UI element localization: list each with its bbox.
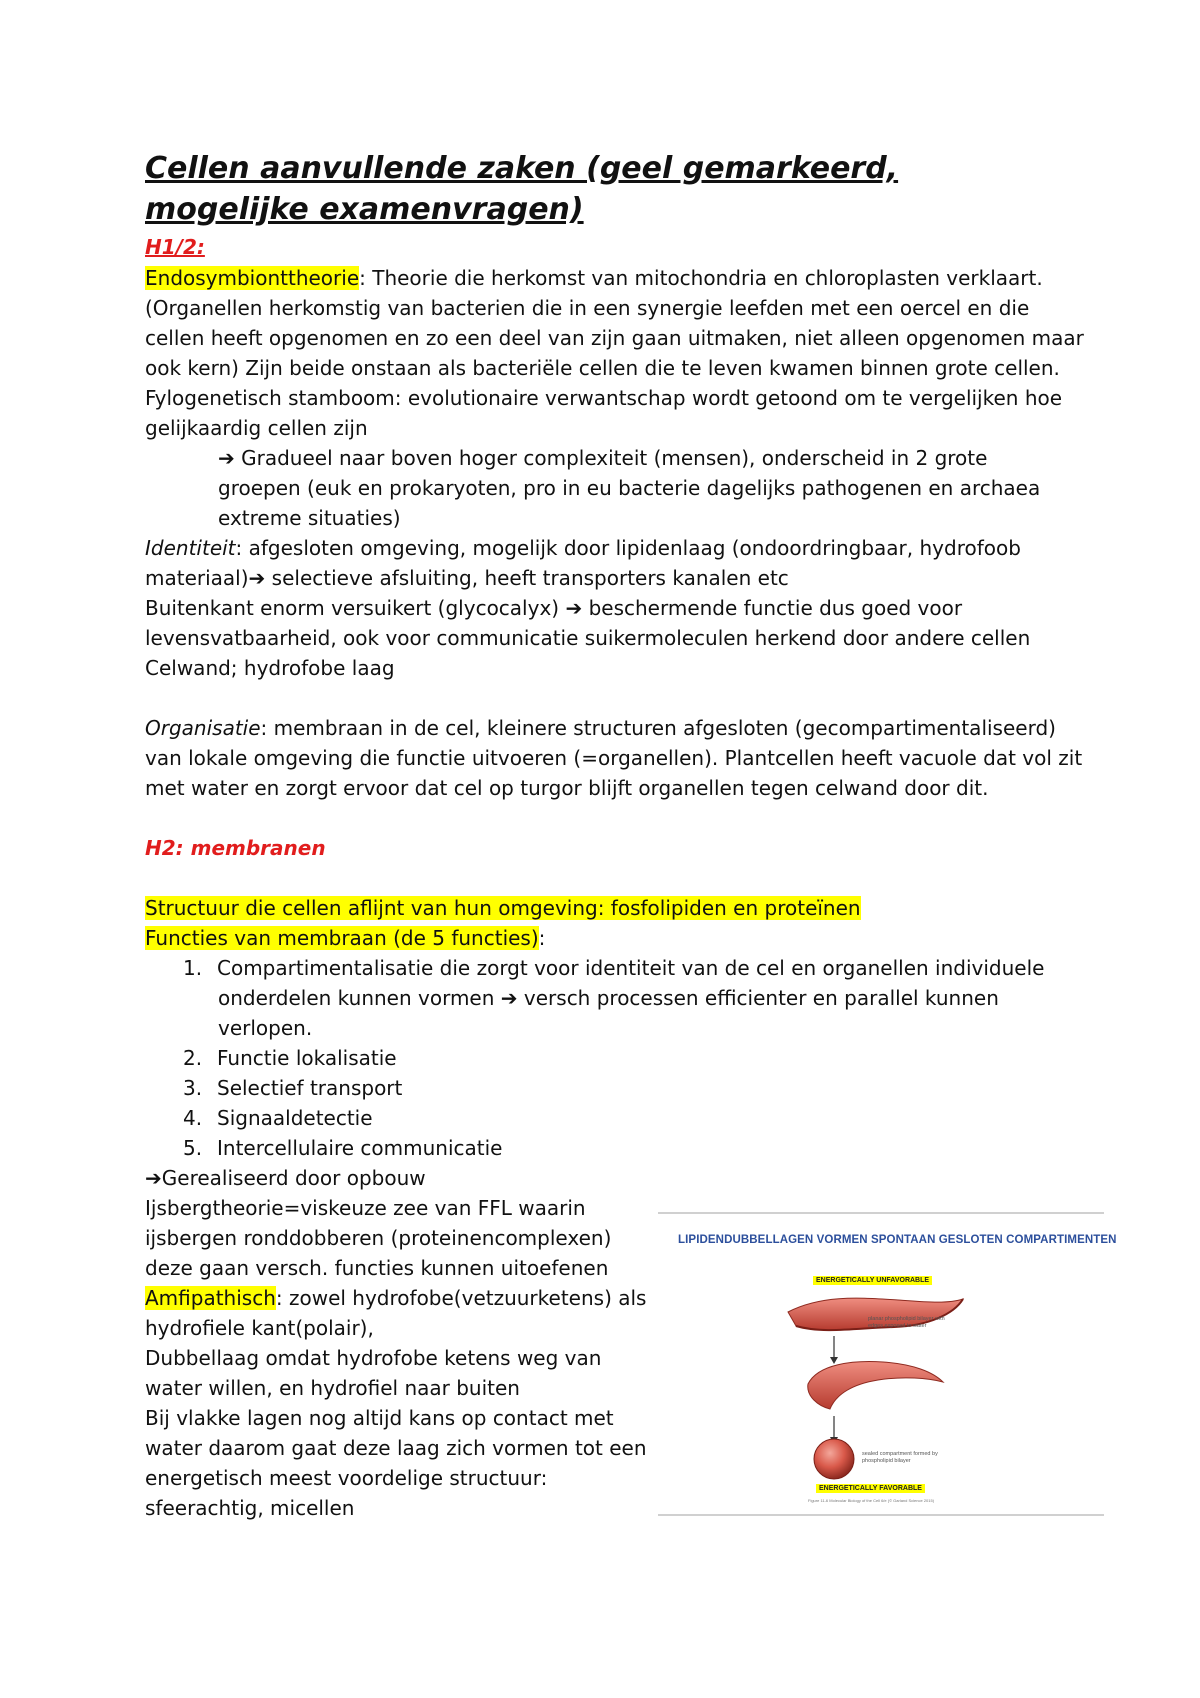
text-line: ijsbergen ronddobberen (proteinencomplexen) xyxy=(145,1226,612,1250)
text-span: Signaaldetectie xyxy=(217,1106,373,1130)
figure-note-planar: planar phospholipid bilayer with edges exposed to water xyxy=(868,1316,945,1329)
text-span: : afgesloten omgeving, mogelijk door lipidenlaag (ondoordringbaar, hydrofoob xyxy=(235,536,1021,560)
text-line: ook kern) Zijn beide onstaan als bacteriële cellen die te leven kwamen binnen grote cellen. xyxy=(145,356,1060,380)
text-span: Gerealiseerd door opbouw xyxy=(161,1166,426,1190)
text-span: Buitenkant enorm versuikert (glycocalyx) xyxy=(145,596,566,620)
text-span: Functie lokalisatie xyxy=(217,1046,397,1070)
text-line xyxy=(145,1283,646,1313)
text-line: gelijkaardig cellen zijn xyxy=(145,416,368,440)
text-span: Compartimentalisatie die zorgt voor identiteit van de cel en organellen individuele xyxy=(217,956,1045,980)
list-number: 5. xyxy=(183,1136,203,1160)
highlighted-sentence: Functies van membraan (de 5 functies) xyxy=(145,926,539,950)
text-line xyxy=(145,563,789,593)
text-span: : xyxy=(538,926,546,950)
section-heading-h1-2: H1/2: xyxy=(145,235,205,259)
figure-note-sealed: sealed compartment formed by phospholipid bilayer xyxy=(862,1451,938,1464)
text-line: (Organellen herkomstig van bacterien die in een synergie leefden met een oercel en die xyxy=(145,296,1030,320)
list-item xyxy=(183,1133,502,1163)
list-number: 3. xyxy=(183,1076,203,1100)
text-line: hydrofiele kant(polair), xyxy=(145,1316,374,1340)
figure-label-unfavorable: ENERGETICALLY UNFAVORABLE xyxy=(813,1276,932,1285)
text-span: : Theorie die herkomst van mitochondria en chloroplasten verklaart. xyxy=(359,266,1043,290)
list-number: 4. xyxy=(183,1106,203,1130)
text-span: : zowel hydrofobe(vetzuurketens) als xyxy=(275,1286,647,1310)
text-line: Celwand; hydrofobe laag xyxy=(145,656,395,680)
text-line: met water en zorgt ervoor dat cel op turgor blijft organellen tegen celwand door dit. xyxy=(145,776,989,800)
text-line: sfeerachtig, micellen xyxy=(145,1496,355,1520)
text-line xyxy=(145,1163,426,1193)
arrow-icon: ➔ xyxy=(218,446,235,470)
italic-term: Identiteit xyxy=(145,536,236,560)
text-line: levensvatbaarheid, ook voor communicatie suikermoleculen herkend door andere cellen xyxy=(145,626,1031,650)
list-item xyxy=(183,1103,373,1133)
text-line: Bij vlakke lagen nog altijd kans op contact met xyxy=(145,1406,614,1430)
highlighted-term: Amfipathisch xyxy=(145,1286,276,1310)
italic-term: Organisatie xyxy=(145,716,261,740)
indented-bullet xyxy=(218,443,987,473)
arrow-icon: ➔ xyxy=(145,1166,162,1190)
text-span: Gradueel naar boven hoger complexiteit (mensen), onderscheid in 2 grote xyxy=(234,446,988,470)
highlighted-sentence: Structuur die cellen aflijnt van hun omgeving: fosfolipiden en proteïnen xyxy=(145,896,861,920)
text-span: Intercellulaire communicatie xyxy=(217,1136,503,1160)
highlighted-term: Endosymbionttheorie xyxy=(145,266,360,290)
text-line: Fylogenetisch stamboom: evolutionaire verwantschap wordt getoond om te vergelijken hoe xyxy=(145,386,1063,410)
text-line: water willen, en hydrofiel naar buiten xyxy=(145,1376,520,1400)
arrow-icon: ➔ xyxy=(248,566,266,590)
text-line xyxy=(218,983,999,1013)
list-item xyxy=(183,1073,402,1103)
text-line xyxy=(145,923,545,953)
figure-title: LIPIDENDUBBELLAGEN VORMEN SPONTAAN GESLOTEN COMPARTIMENTEN xyxy=(678,1234,1117,1246)
text-line: deze gaan versch. functies kunnen uitoefenen xyxy=(145,1256,609,1280)
text-line: water daarom gaat deze laag zich vormen tot een xyxy=(145,1436,647,1460)
text-span: onderdelen kunnen vormen xyxy=(218,986,501,1010)
text-line: van lokale omgeving die functie uitvoeren (=organellen). Plantcellen heeft vacuole dat vol zit xyxy=(145,746,1083,770)
text-line: cellen heeft opgenomen en zo een deel van zijn gaan uitmaken, niet alleen opgenomen maar xyxy=(145,326,1084,350)
paragraph-identiteit xyxy=(145,533,1021,563)
text-line: groepen (euk en prokaryoten, pro in eu bacterie dagelijks pathogenen en archaea xyxy=(218,476,1041,500)
paragraph-endosymbiont xyxy=(145,263,1043,293)
arrow-icon: ➔ xyxy=(500,986,518,1010)
list-item xyxy=(183,1043,397,1073)
text-line xyxy=(145,893,861,923)
text-span: versch processen efficienter en parallel kunnen xyxy=(517,986,999,1010)
text-span: : membraan in de cel, kleinere structuren afgesloten (gecompartimentaliseerd) xyxy=(260,716,1056,740)
curved-bilayer-sheet xyxy=(808,1362,943,1409)
paragraph-organisatie xyxy=(145,713,1056,743)
sealed-compartment-sphere xyxy=(814,1439,854,1479)
text-span: materiaal) xyxy=(145,566,249,590)
text-line: Dubbellaag omdat hydrofobe ketens weg van xyxy=(145,1346,602,1370)
list-number: 1. xyxy=(183,956,203,980)
figure-caption: Figure 11-6 Molecular Biology of the Cell 6/e (© Garland Science 2015) xyxy=(808,1498,935,1503)
membrane-illustration xyxy=(658,1214,1117,1514)
text-line: energetisch meest voordelige structuur: xyxy=(145,1466,548,1490)
list-item xyxy=(183,953,1044,983)
section-heading-h2: H2: membranen xyxy=(145,836,326,860)
text-line: extreme situaties) xyxy=(218,506,401,530)
text-span: selectieve afsluiting, heeft transporters kanalen etc xyxy=(265,566,789,590)
text-line: Ijsbergtheorie=viskeuze zee van FFL waarin xyxy=(145,1196,586,1220)
figure-label-favorable: ENERGETICALLY FAVORABLE xyxy=(816,1484,925,1493)
text-line xyxy=(145,593,962,623)
membrane-figure xyxy=(658,1212,1117,1516)
text-line: verlopen. xyxy=(218,1016,313,1040)
text-span: beschermende functie dus goed voor xyxy=(582,596,963,620)
arrow-head-icon xyxy=(830,1357,838,1364)
list-number: 2. xyxy=(183,1046,203,1070)
arrow-icon: ➔ xyxy=(565,596,583,620)
page-title: Cellen aanvullende zaken (geel gemarkeerd, mogelijke examenvragen) xyxy=(145,151,899,227)
text-span: Selectief transport xyxy=(217,1076,403,1100)
